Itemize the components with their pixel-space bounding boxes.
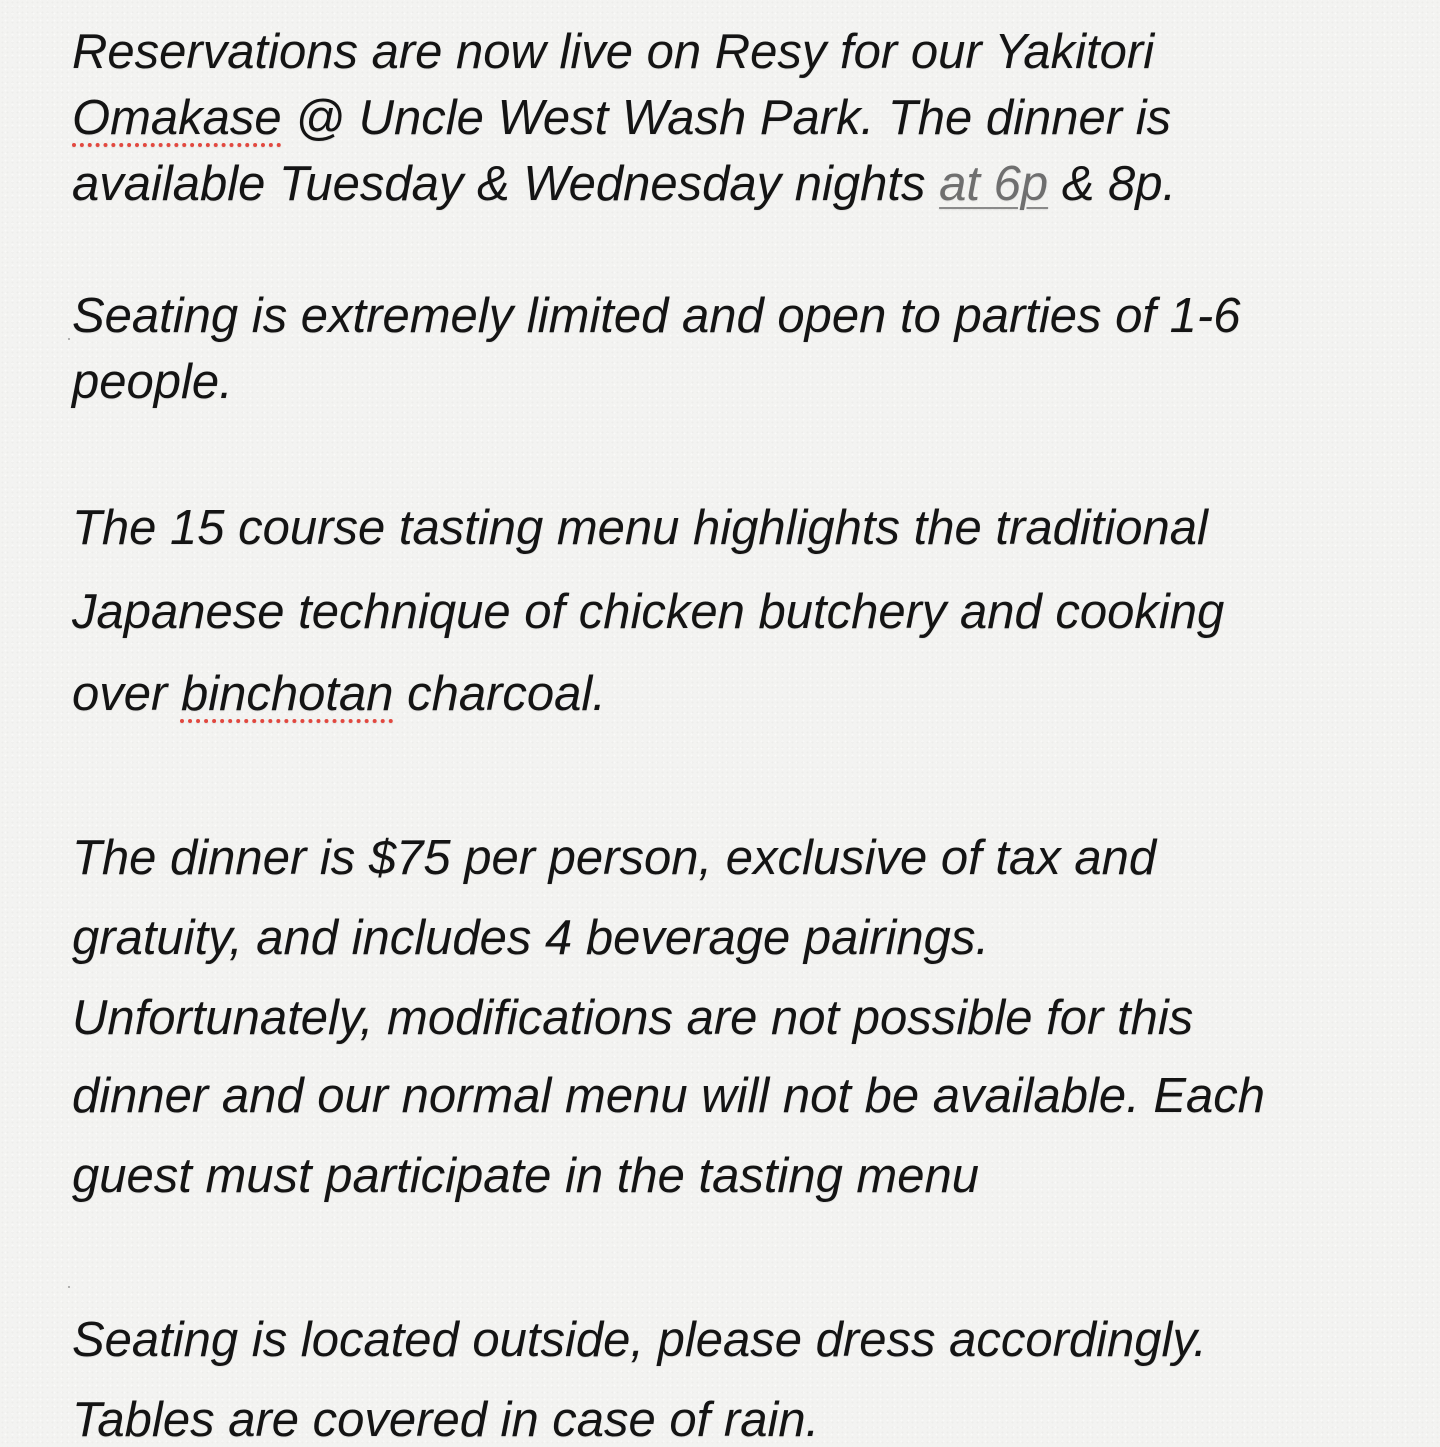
note-text: Seating is located outside, please dress accordingly. [72, 1313, 1207, 1367]
note-text: guest must participate in the tasting menu [72, 1149, 980, 1203]
paper-speck [68, 1286, 70, 1288]
note-text: Tables are covered in case of rain. [72, 1393, 820, 1447]
note-line [72, 25, 1155, 79]
note-text: people. [72, 355, 233, 409]
note-text: The dinner is $75 per person, exclusive of tax and [72, 831, 1157, 885]
note-line [72, 991, 1194, 1045]
note-text: over [72, 667, 181, 721]
note-page [72, 0, 1402, 1447]
misspelled-word[interactable]: binchotan [180, 667, 394, 721]
note-text: Unfortunately, modifications are not possible for this [72, 991, 1194, 1045]
note-text: charcoal. [393, 667, 606, 721]
note-text: gratuity, and includes 4 beverage pairings. [72, 911, 990, 965]
note-line [72, 585, 1225, 639]
note-line [72, 1393, 820, 1447]
note-line [72, 1069, 1266, 1123]
note-text: Reservations are now live on Resy for our Yakitori [72, 25, 1155, 79]
note-text: & 8p. [1048, 157, 1177, 211]
note-text: Seating is extremely limited and open to parties of 1-6 [72, 289, 1241, 343]
note-line [72, 91, 1172, 145]
note-line [72, 667, 606, 721]
note-line [72, 1149, 980, 1203]
note-line [72, 831, 1157, 885]
note-line [72, 355, 233, 409]
note-text: Japanese technique of chicken butchery and cooking [72, 585, 1225, 639]
note-line [72, 157, 1177, 211]
note-line [72, 289, 1241, 343]
detected-time-link[interactable]: at 6p [939, 157, 1049, 211]
note-line [72, 911, 990, 965]
note-line [72, 1313, 1207, 1367]
note-text: @ Uncle West Wash Park. The dinner is [281, 91, 1172, 145]
misspelled-word[interactable]: Omakase [72, 91, 282, 145]
note-text: available Tuesday & Wednesday nights [72, 157, 940, 211]
note-text: dinner and our normal menu will not be available. Each [72, 1069, 1266, 1123]
paper-speck [68, 338, 70, 340]
note-line [72, 501, 1208, 555]
note-text: The 15 course tasting menu highlights the traditional [72, 501, 1208, 555]
